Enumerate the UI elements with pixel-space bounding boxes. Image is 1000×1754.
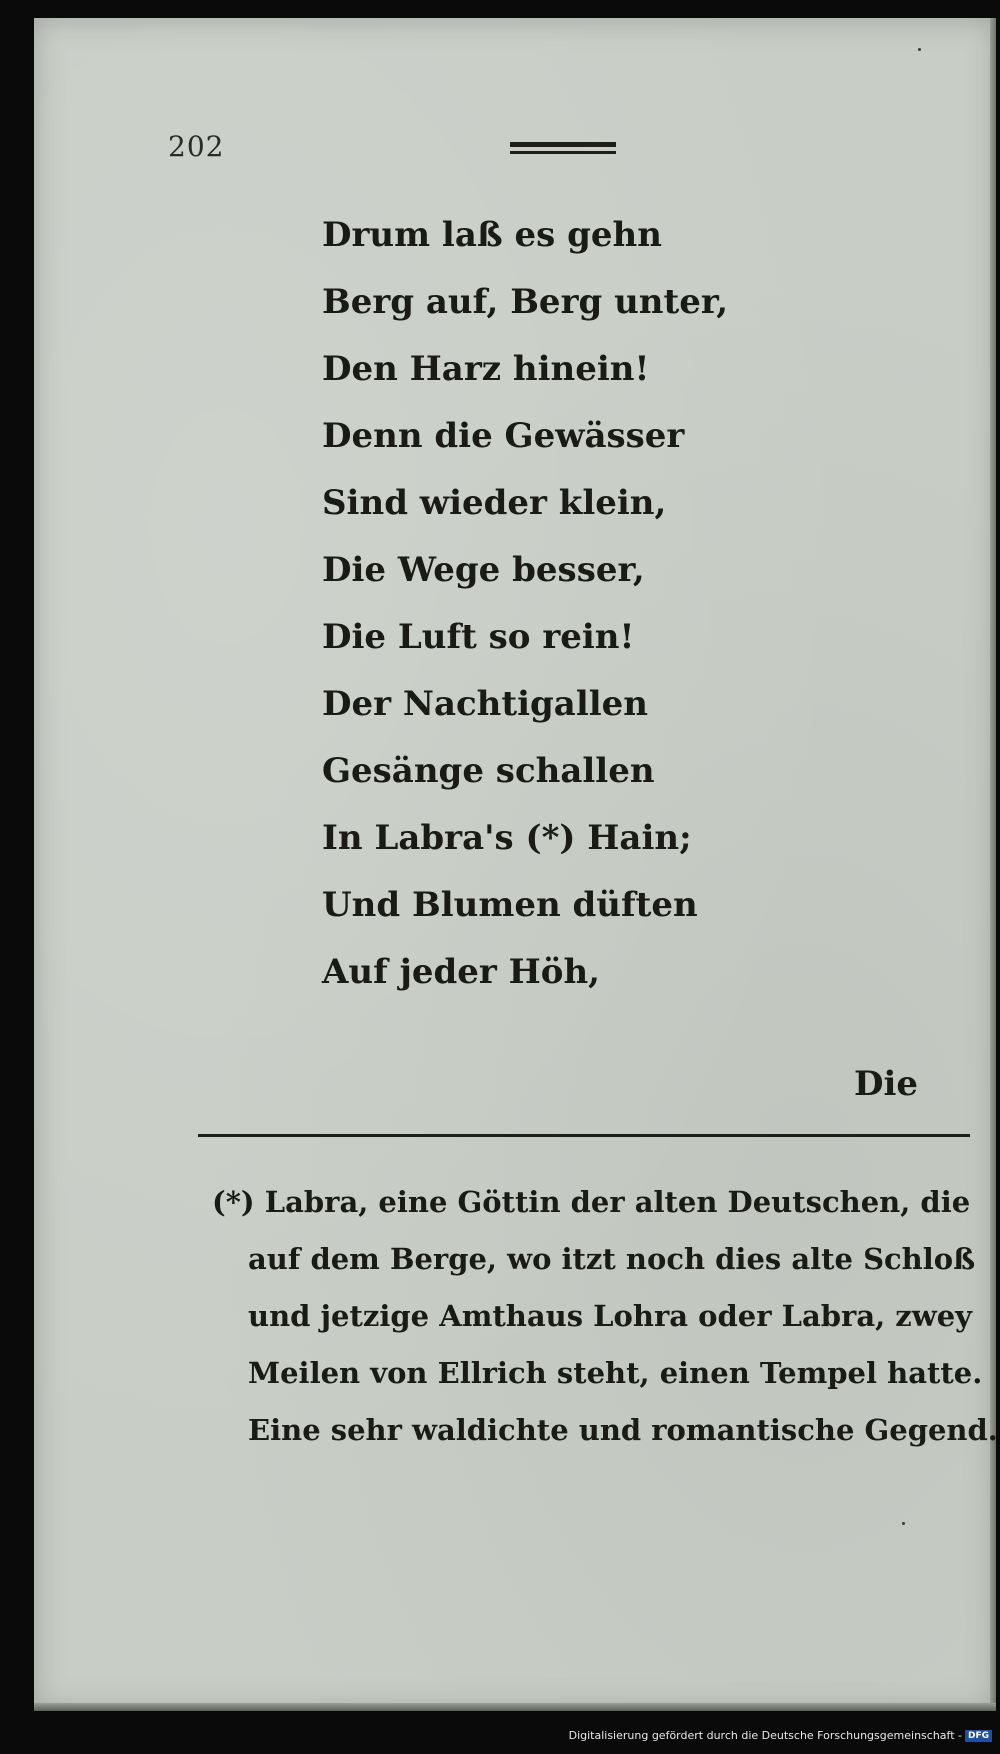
- footnote-line: (*) Labra, eine Göttin der alten Deutschen, die: [212, 1185, 971, 1219]
- catchword: Die: [854, 1064, 919, 1104]
- footnote-line: Eine sehr waldichte und romantische Gegend.: [248, 1413, 998, 1447]
- digitization-credit: [569, 1729, 992, 1742]
- page-edge-bottom: [34, 1703, 996, 1711]
- footnote: [212, 1174, 998, 1459]
- footnote-line: und jetzige Amthaus Lohra oder Labra, zwey: [248, 1299, 973, 1333]
- page-number: 202: [168, 130, 225, 163]
- poem-line: In Labra's (*) Hain;: [322, 818, 692, 858]
- poem-line: Und Blumen düften: [322, 885, 698, 925]
- credit-text: Digitalisierung gefördert durch die Deutsche Forschungsgemeinschaft -: [568, 1729, 962, 1742]
- poem-line: Denn die Gewässer: [322, 416, 685, 456]
- footnote-line: Meilen von Ellrich steht, einen Tempel hatte.: [248, 1356, 983, 1390]
- poem-line: Berg auf, Berg unter,: [322, 282, 729, 322]
- paper-speck: [918, 48, 921, 51]
- scan-footer-bar: [0, 1711, 1000, 1754]
- poem-line: Auf jeder Höh,: [322, 952, 601, 992]
- footnote-rule: [198, 1134, 970, 1137]
- header-rule-bar: [510, 151, 616, 154]
- footnote-line: auf dem Berge, wo itzt noch dies alte Schloß: [248, 1242, 976, 1276]
- poem-line: Gesänge schallen: [322, 751, 655, 791]
- poem-line: Den Harz hinein!: [322, 349, 650, 389]
- poem-line: Die Luft so rein!: [322, 617, 635, 657]
- poem-line: Der Nachtigallen: [322, 684, 649, 724]
- dfg-logo: DFG: [965, 1730, 992, 1742]
- header-ornament-rule: [510, 142, 616, 158]
- book-page: [34, 18, 996, 1711]
- poem-line: Sind wieder klein,: [322, 483, 667, 523]
- poem-line: Drum laß es gehn: [322, 215, 662, 255]
- poem-stanza: [322, 202, 728, 1006]
- paper-speck: [902, 1522, 905, 1525]
- header-rule-bar: [510, 142, 616, 147]
- poem-line: Die Wege besser,: [322, 550, 645, 590]
